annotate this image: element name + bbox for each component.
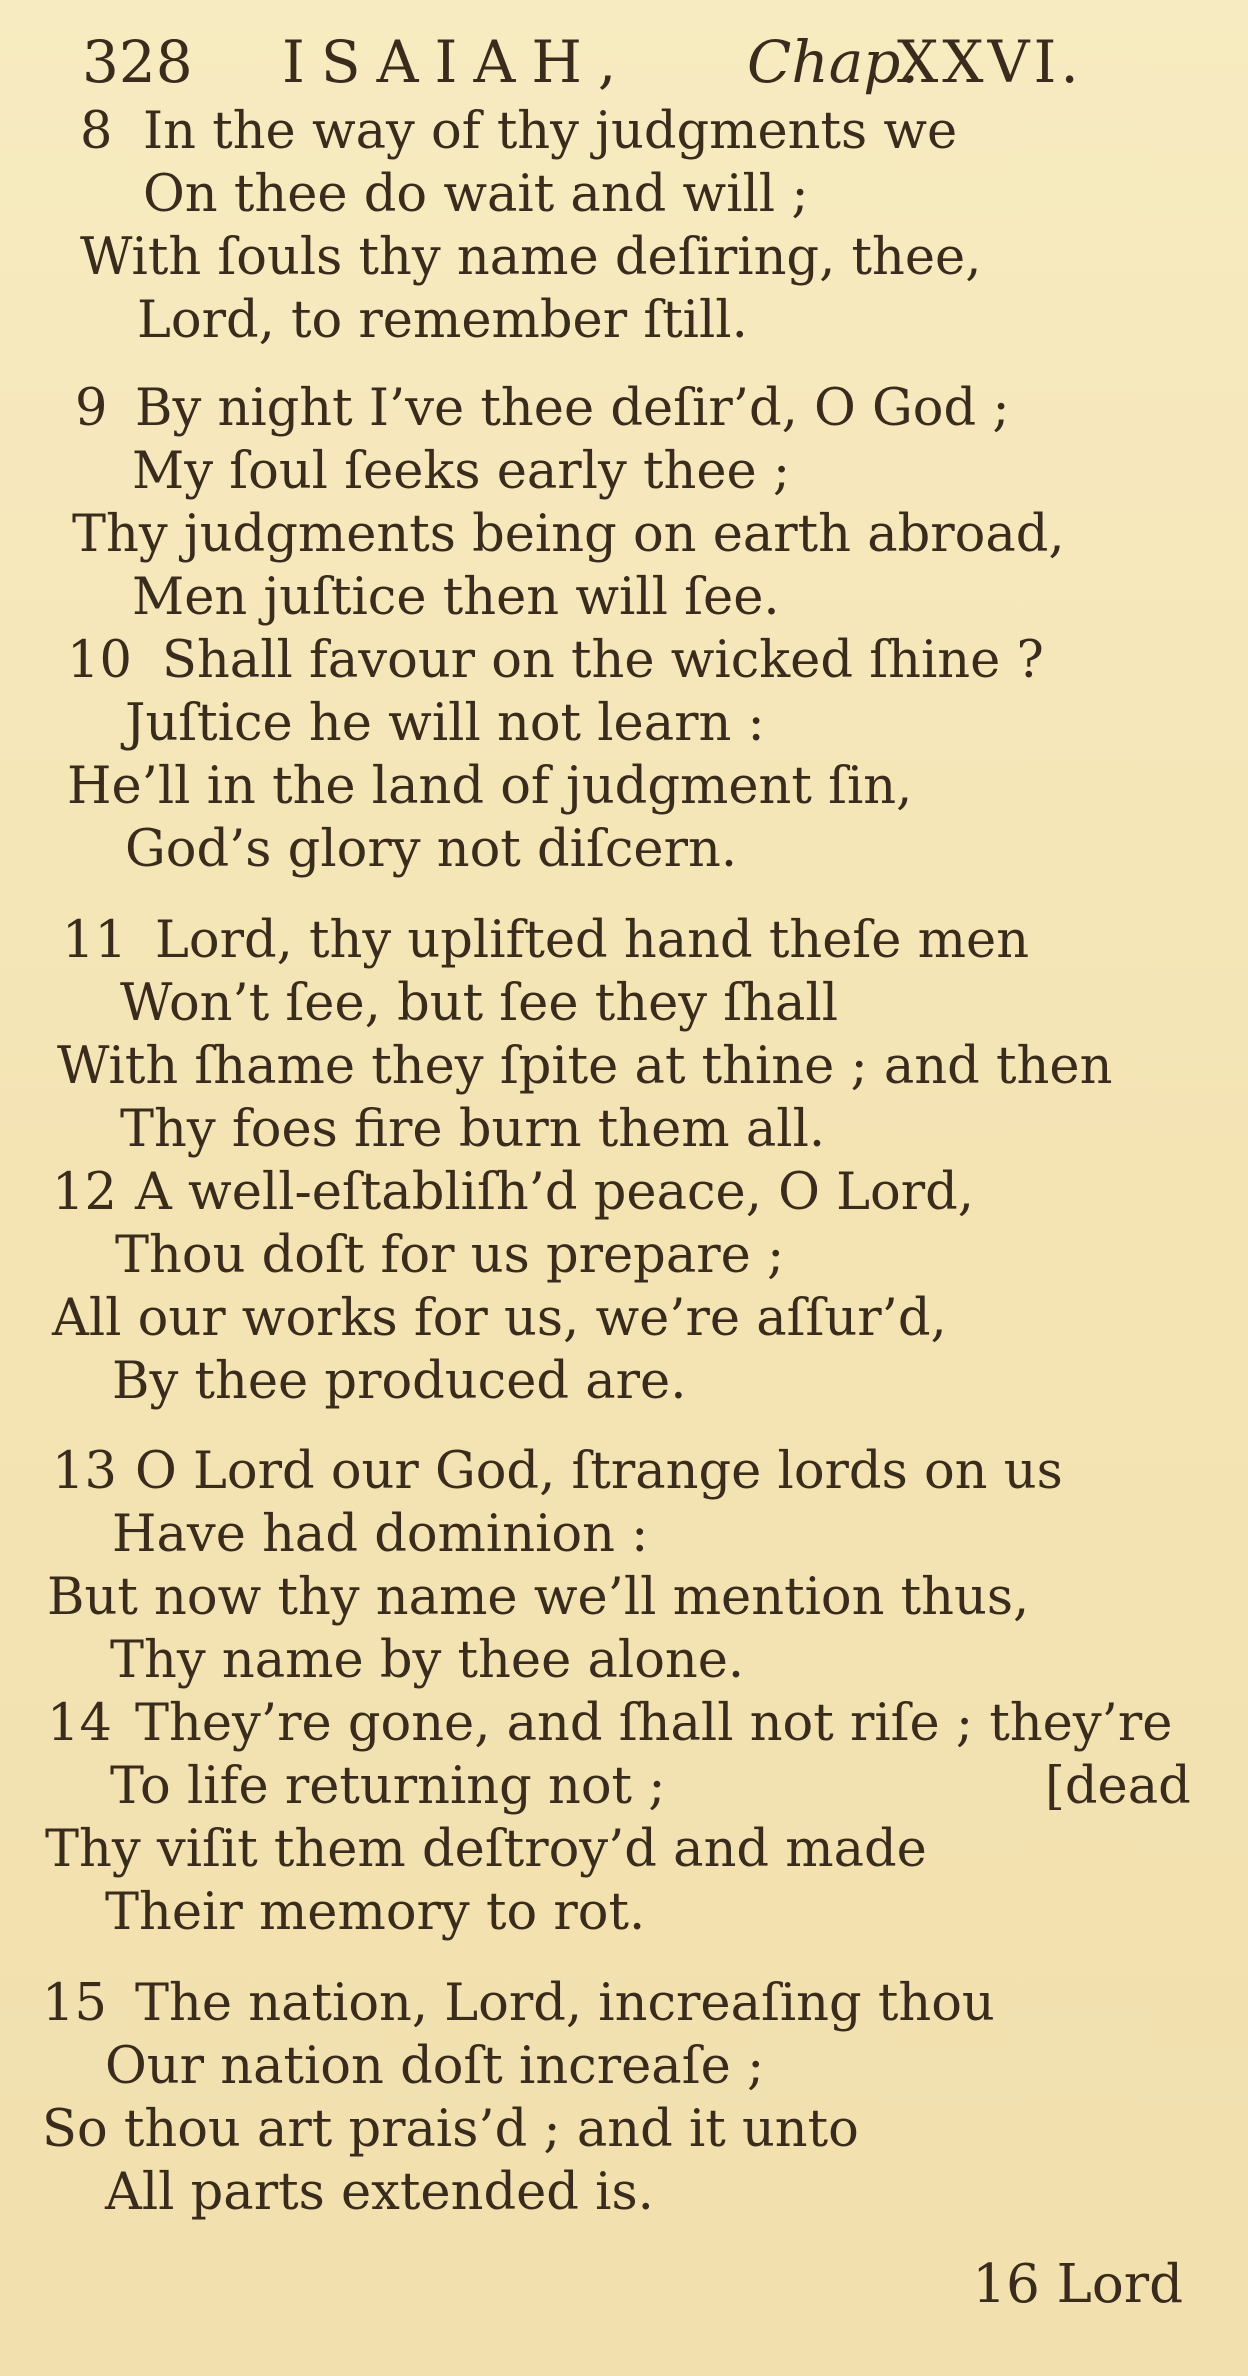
turnover-word: [dead — [1045, 1757, 1191, 1816]
verse-line: By night I’ve thee deſir’d, O God ; — [135, 379, 1010, 438]
chapter-number: XXVI. — [897, 28, 1083, 96]
page-number: 328 — [82, 28, 193, 96]
verse-line: In the way of thy judgments we — [143, 102, 958, 161]
verse-line: God’s glory not diſcern. — [125, 820, 738, 879]
verse-number: 11 — [62, 911, 127, 970]
verse-number: 8 — [80, 102, 113, 161]
verse-line: Won’t ſee, but ſee they ſhall — [120, 974, 839, 1033]
verse-line: To life returning not ; — [110, 1757, 666, 1816]
verse-line: Thy viſit them deſtroy’d and made — [45, 1820, 927, 1879]
verse-line: With ſhame they ſpite at thine ; and then — [57, 1037, 1113, 1096]
verse-number: 9 — [75, 379, 108, 438]
book-title: ISAIAH, — [282, 28, 633, 96]
verse-line: Thou doſt for us prepare ; — [115, 1226, 785, 1285]
verse-number: 13 — [52, 1442, 117, 1501]
verse-line: The nation, Lord, increaſing thou — [135, 1974, 995, 2033]
verse-line: Juſtice he will not learn : — [125, 694, 765, 753]
verse-line: By thee produced are. — [112, 1352, 687, 1411]
verse-line: A well-eſtabliſh’d peace, O Lord, — [135, 1163, 974, 1222]
verse-number: 12 — [52, 1163, 117, 1222]
running-header — [82, 22, 1182, 102]
verse-number: 10 — [67, 631, 132, 690]
chapter-word: Chap. — [747, 28, 919, 96]
verse-line: Have had dominion : — [112, 1505, 649, 1564]
verse-line: Thy name by thee alone. — [110, 1631, 745, 1690]
catchword: 16 Lord — [972, 2254, 1183, 2315]
verse-line: Their memory to rot. — [105, 1883, 646, 1942]
verse-line: Thy foes fire burn them all. — [120, 1100, 826, 1159]
verse-line: All our works for us, we’re aſſur’d, — [52, 1289, 947, 1348]
verse-line: O Lord our God, ſtrange lords on us — [135, 1442, 1063, 1501]
verse-line: So thou art prais’d ; and it unto — [42, 2100, 859, 2159]
verse-line: With ſouls thy name deſiring, thee, — [80, 228, 982, 287]
verse-line: Lord, thy uplifted hand theſe men — [155, 911, 1030, 970]
verse-number: 14 — [47, 1694, 112, 1753]
verse-line: But now thy name we’ll mention thus, — [47, 1568, 1030, 1627]
verse-line: All parts extended is. — [105, 2163, 654, 2222]
verse-number: 15 — [42, 1974, 107, 2033]
verse-line: Shall favour on the wicked ſhine ? — [162, 631, 1044, 690]
verse-line: Thy judgments being on earth abroad, — [72, 505, 1065, 564]
verse-line: Lord, to remember ſtill. — [137, 291, 748, 350]
verse-line: My ſoul ſeeks early thee ; — [132, 442, 791, 501]
verse-line: He’ll in the land of judgment ſin, — [67, 757, 913, 816]
verse-line: They’re gone, and ſhall not riſe ; they’re — [135, 1694, 1173, 1753]
verse-line: On thee do wait and will ; — [143, 165, 809, 224]
verse-line: Men juſtice then will ſee. — [132, 568, 780, 627]
verse-line: Our nation doſt increaſe ; — [105, 2037, 765, 2096]
